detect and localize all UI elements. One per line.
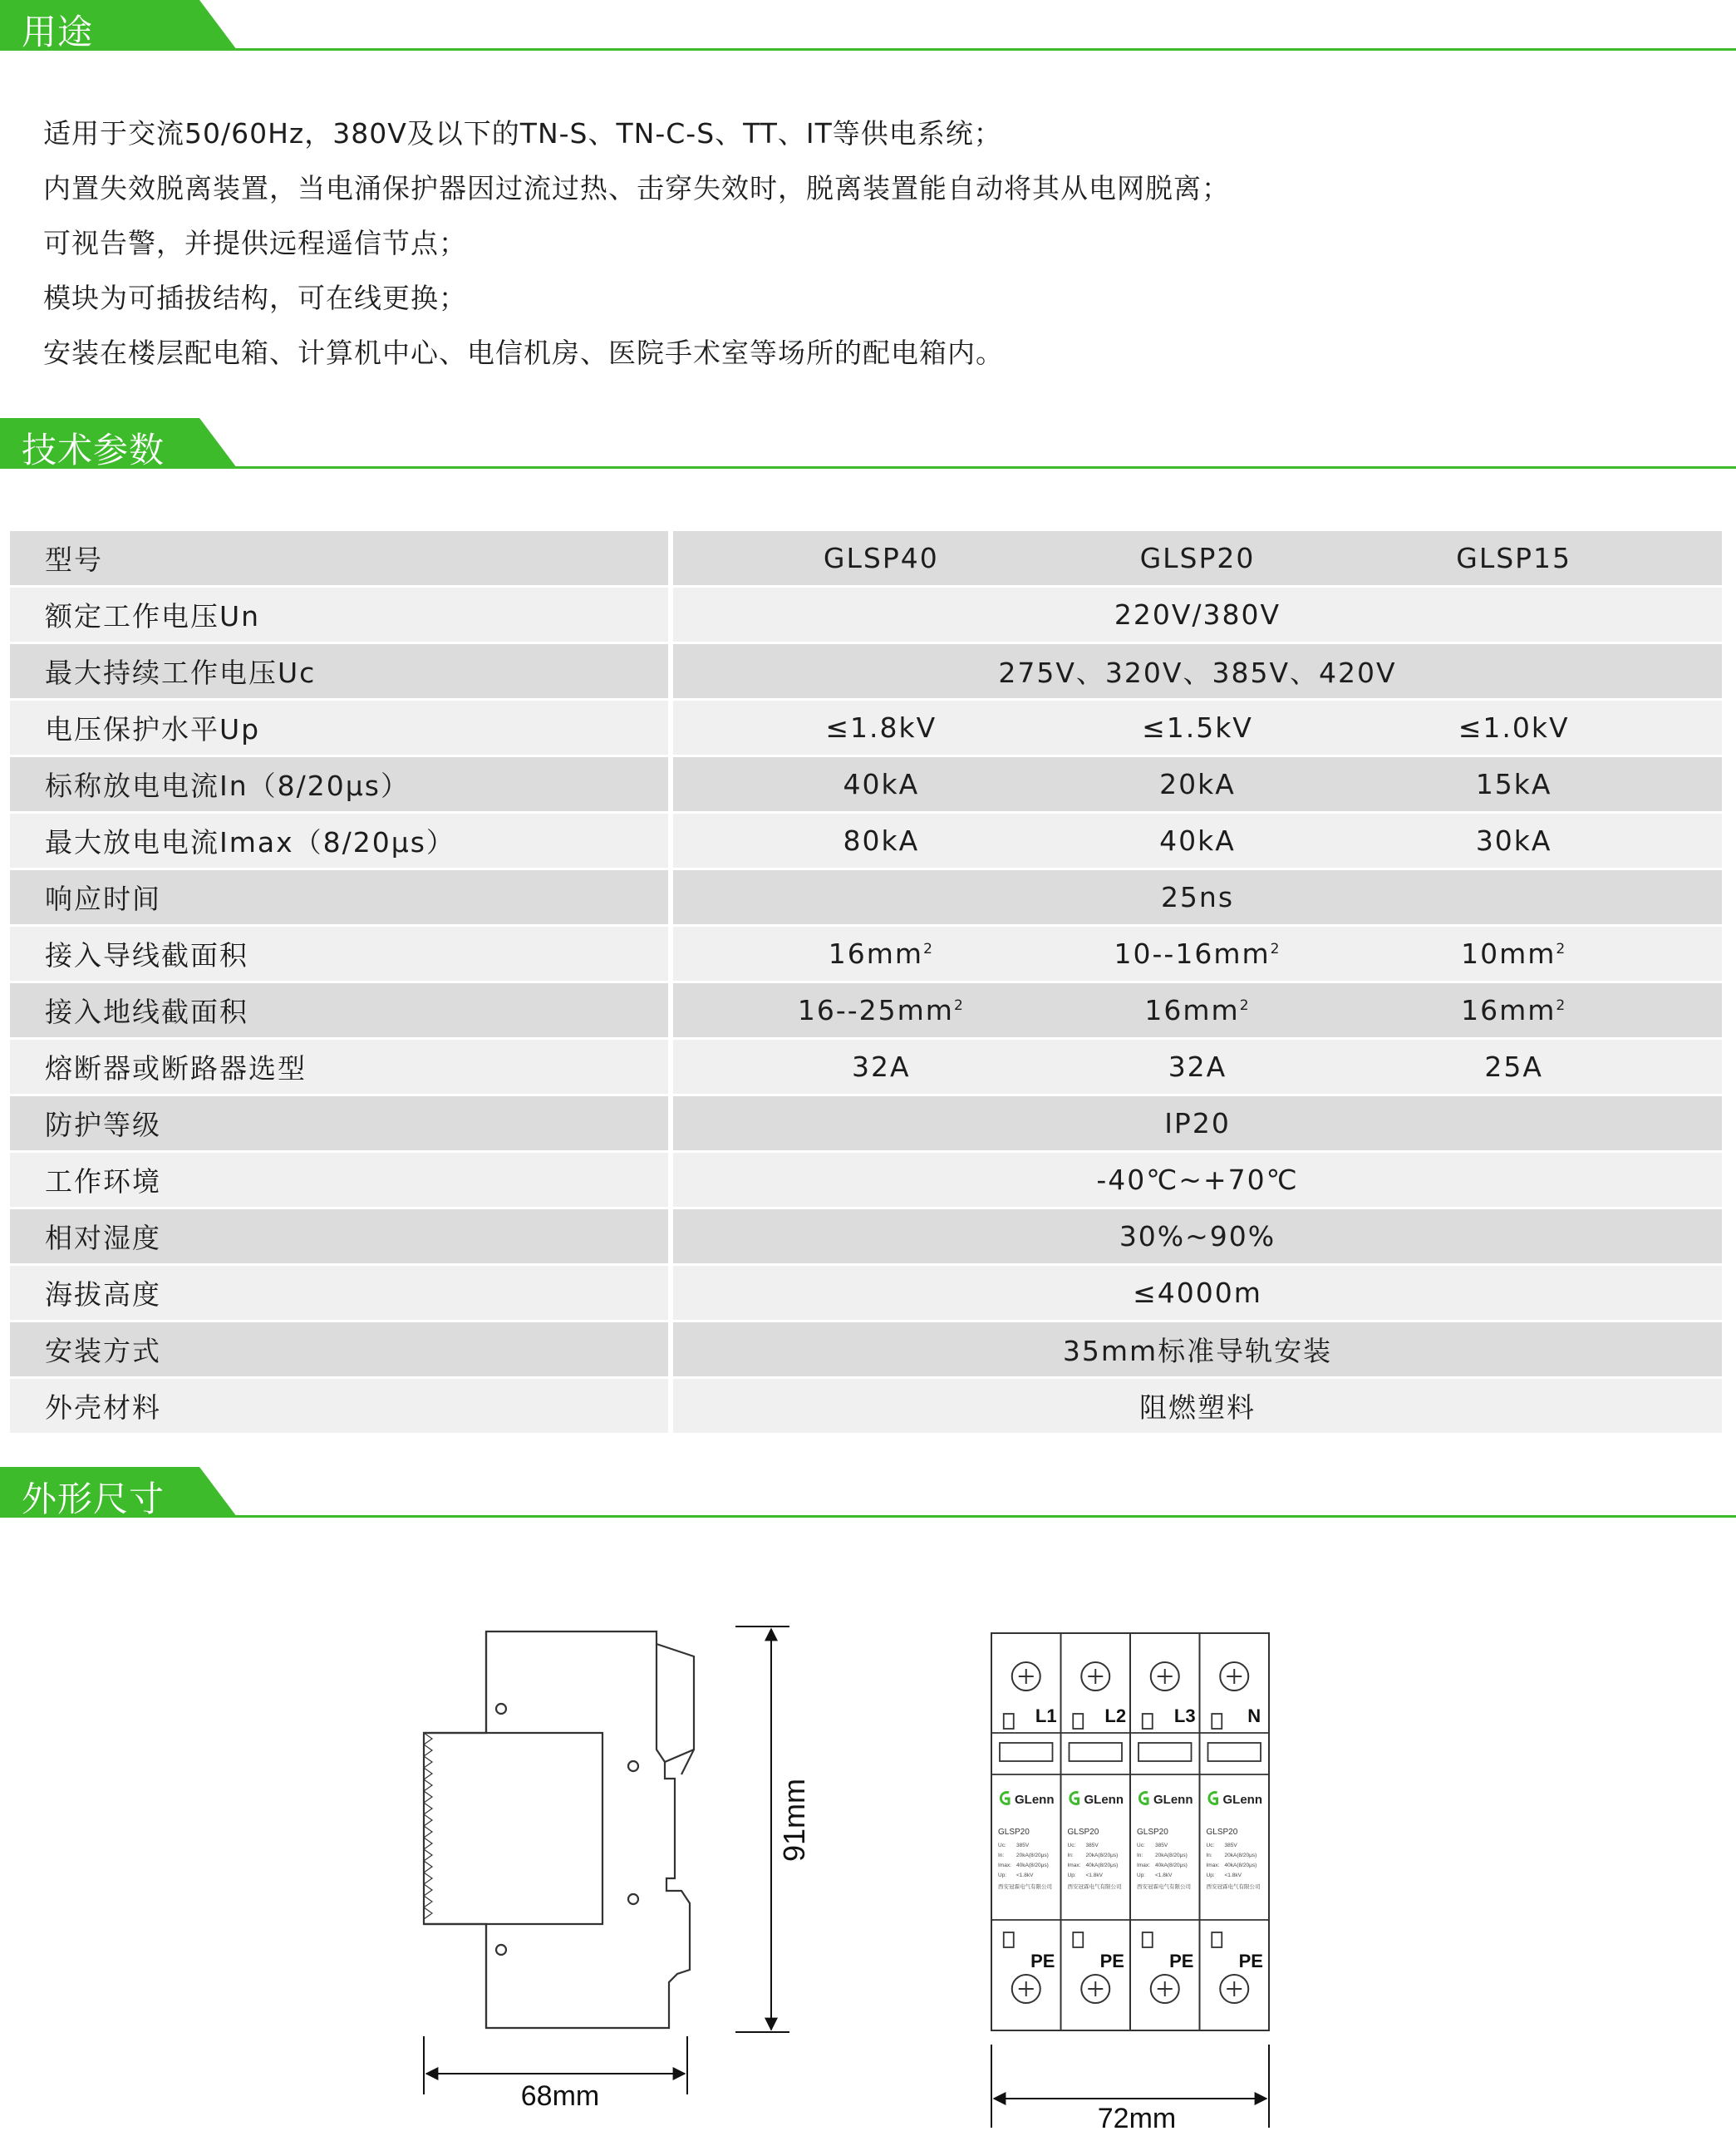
usage-line: 内置失效脱离装置，当电涌保护器因过流过热、击穿失效时，脱离装置能自动将其从电网脱离； [43,172,1230,204]
param-label: 接入地线截面积 [10,983,673,1037]
superscript: 2 [1239,997,1251,1014]
module-spec-value: <1.8kV [1224,1873,1242,1878]
param-value-text: 16mm [1144,994,1240,1026]
param-label: 标称放电电流In（8/20μs） [10,757,673,811]
section-title-params: 技术参数 [22,430,165,470]
module-spec-key: In: [1206,1853,1212,1858]
terminal-label: L1 [1035,1705,1057,1726]
brand-name: GLenn [1222,1793,1262,1807]
param-label: 型号 [10,531,673,585]
param-value-text: 80kA [843,824,920,857]
param-value-text: 25A [1484,1051,1543,1083]
param-value-text: 16mm [1461,994,1556,1026]
module-spec-key: Up: [1137,1873,1146,1878]
param-value-text: 32A [1168,1051,1227,1083]
module-spec-value: 20kA(8/20μs) [1224,1853,1257,1858]
param-value-text: 32A [852,1051,911,1083]
module-model: GLSP20 [1137,1828,1168,1837]
section-title-usage: 用途 [22,12,94,52]
param-value-text: ≤1.5kV [1142,711,1253,744]
superscript: 2 [1270,941,1281,957]
param-value: 25ns [673,870,1722,924]
module-spec-key: Up: [998,1873,1007,1878]
module-maker: 西安冠霖电气有限公司 [1067,1884,1122,1890]
param-value-text: 40kA [1159,824,1236,857]
superscript: 2 [953,997,965,1014]
module-spec-value: 385V [1224,1843,1237,1848]
param-value: ≤4000m [673,1266,1722,1320]
module-spec-value: 20kA(8/20μs) [1155,1853,1188,1858]
param-value: IP20 [673,1096,1722,1150]
usage-line: 适用于交流50/60Hz，380V及以下的TN-S、TN-C-S、TT、IT等供电系统； [43,117,1002,150]
module-spec-value: <1.8kV [1016,1873,1034,1878]
terminal-label: PE [1030,1951,1055,1971]
param-value-text: ≤1.8kV [825,711,937,744]
usage-line: 可视告警，并提供远程遥信节点； [43,227,467,259]
module-spec-value: 40kA(8/20μs) [1085,1863,1119,1868]
module-spec-key: Imax: [1206,1863,1220,1868]
module-spec-key: Imax: [998,1863,1011,1868]
module-spec-key: In: [1137,1853,1143,1858]
module-spec-value: 385V [1085,1843,1099,1848]
param-value: 35mm标准导轨安装 [673,1322,1722,1376]
height-label: 91mm [777,1778,811,1863]
front-width-label: 72mm [1097,2103,1177,2131]
param-label: 熔断器或断路器选型 [10,1040,673,1094]
module-maker: 西安冠霖电气有限公司 [998,1884,1052,1890]
param-label: 最大放电电流Imax（8/20μs） [10,814,673,868]
param-value-text: 40kA [843,768,920,800]
param-value-text: GLSP15 [1456,542,1572,574]
param-label: 工作环境 [10,1153,673,1207]
module-spec-value: 40kA(8/20μs) [1224,1863,1257,1868]
param-value: 30%~90% [673,1209,1722,1263]
module-spec-key: Uc: [1206,1843,1215,1848]
param-label: 海拔高度 [10,1266,673,1320]
terminal-label: L2 [1104,1705,1127,1726]
terminal-label: PE [1238,1951,1263,1971]
brand-name: GLenn [1084,1793,1124,1807]
terminal-label: N [1247,1705,1261,1726]
module-spec-key: In: [1067,1853,1074,1858]
front-view [991,1633,1269,2030]
param-value-text: 16mm [828,938,924,970]
param-value-text: 15kA [1475,768,1552,800]
module-spec-value: 40kA(8/20μs) [1155,1863,1188,1868]
module-spec-value: 385V [1016,1843,1030,1848]
module-spec-value: 20kA(8/20μs) [1016,1853,1049,1858]
param-label: 响应时间 [10,870,673,924]
module-model: GLSP20 [1067,1828,1099,1837]
module-model: GLSP20 [998,1828,1030,1837]
module-model: GLSP20 [1206,1828,1238,1837]
param-label: 接入导线截面积 [10,927,673,981]
terminal-label: L3 [1173,1705,1196,1726]
param-value-text: GLSP20 [1139,542,1256,574]
param-value-text: 10--16mm [1114,938,1271,970]
brand-name: GLenn [1153,1793,1193,1807]
param-value-text: ≤1.0kV [1458,711,1570,744]
param-label: 最大持续工作电压Uc [10,644,673,698]
superscript: 2 [923,941,934,957]
module-spec-value: 385V [1155,1843,1168,1848]
param-value: -40℃~+70℃ [673,1153,1722,1207]
superscript: 2 [1556,997,1567,1014]
module-maker: 西安冠霖电气有限公司 [1206,1884,1261,1890]
module-spec-key: Up: [1206,1873,1215,1878]
param-label: 相对湿度 [10,1209,673,1263]
section-title-dimensions: 外形尺寸 [22,1479,165,1519]
param-value: 275V、320V、385V、420V [673,644,1722,698]
module-spec-value: 20kA(8/20μs) [1085,1853,1119,1858]
param-value-text: GLSP40 [823,542,939,574]
param-value: 阻燃塑料 [673,1379,1722,1433]
module-spec-key: Up: [1067,1873,1076,1878]
param-label: 电压保护水平Up [10,701,673,755]
module-spec-value: <1.8kV [1155,1873,1173,1878]
param-label: 防护等级 [10,1096,673,1150]
param-value-text: 16--25mm [797,994,954,1026]
param-value-text: 30kA [1475,824,1552,857]
superscript: 2 [1556,941,1567,957]
module-spec-key: Imax: [1137,1863,1150,1868]
module-spec-key: Uc: [1067,1843,1076,1848]
usage-line: 安装在楼层配电箱、计算机中心、电信机房、医院手术室等场所的配电箱内。 [43,337,1004,369]
usage-line: 模块为可插拔结构，可在线更换； [43,282,467,314]
module-spec-value: <1.8kV [1085,1873,1103,1878]
param-label: 额定工作电压Un [10,588,673,642]
param-value-text: 20kA [1159,768,1236,800]
module-maker: 西安冠霖电气有限公司 [1137,1884,1191,1890]
terminal-label: PE [1099,1951,1124,1971]
param-label: 安装方式 [10,1322,673,1376]
param-label: 外壳材料 [10,1379,673,1433]
side-width-label: 68mm [520,2080,600,2112]
module-spec-key: Uc: [998,1843,1006,1848]
module-spec-key: Uc: [1137,1843,1145,1848]
terminal-label: PE [1169,1951,1194,1971]
param-value: 220V/380V [673,588,1722,642]
module-spec-key: Imax: [1067,1863,1081,1868]
side-view [424,1631,694,2028]
module-spec-key: In: [998,1853,1005,1858]
param-value-text: 10mm [1461,938,1556,970]
module-spec-value: 40kA(8/20μs) [1016,1863,1049,1868]
brand-name: GLenn [1015,1793,1055,1807]
